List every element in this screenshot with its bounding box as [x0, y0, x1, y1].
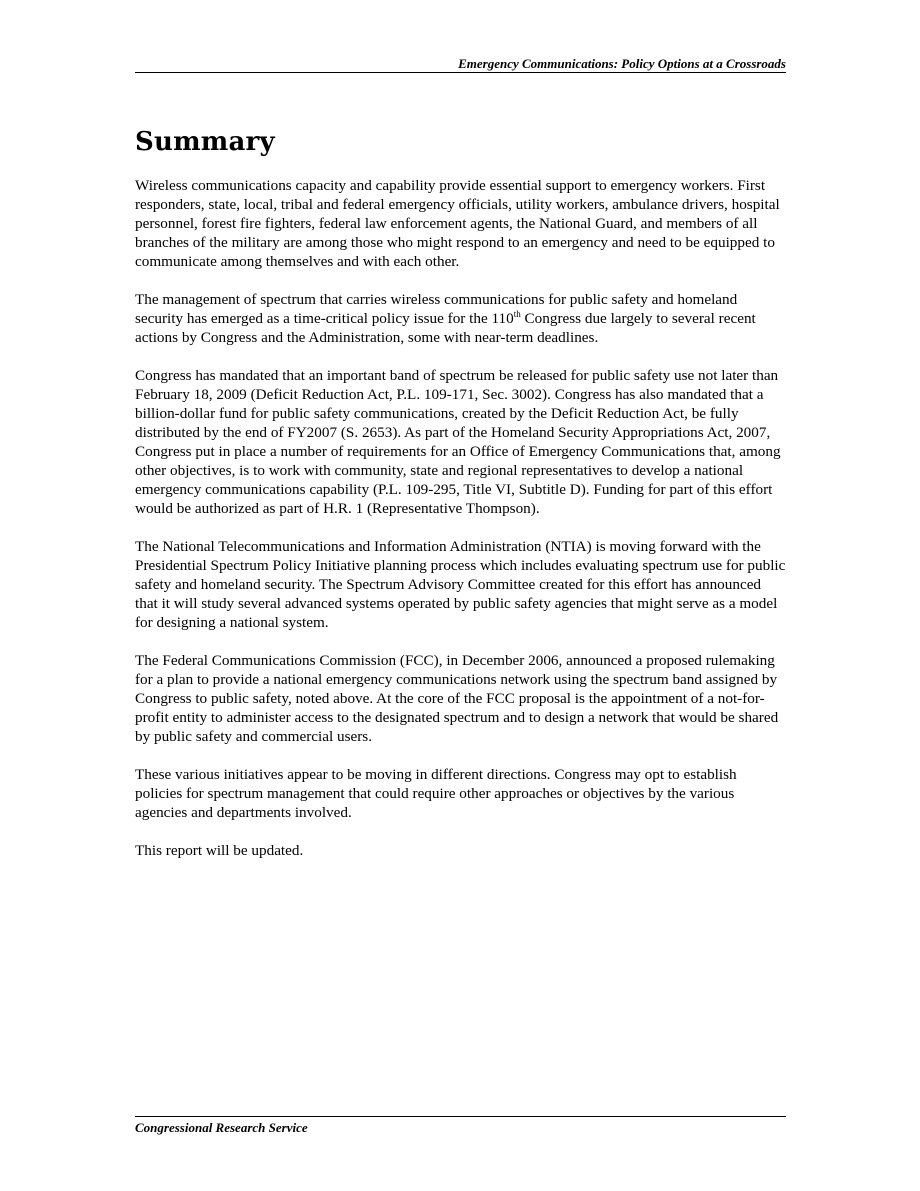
- summary-body: [135, 176, 787, 879]
- paragraph-update-note: This report will be updated.: [135, 842, 304, 859]
- paragraph-spectrum-management: [135, 290, 787, 347]
- paragraph-spectrum-management-text-before: The management of spectrum that carries wireless communications for public safety and homeland security has emerged as a time-critical policy issue for the 110: [135, 291, 738, 327]
- paragraph-spectrum-management-text-after: Congress due largely to several recent actions by Congress and the Administration, some with near-term deadlines.: [135, 310, 756, 346]
- running-footer-text: Congressional Research Service: [135, 1120, 308, 1135]
- running-header: [135, 56, 786, 73]
- section-heading: Summary: [135, 127, 275, 157]
- running-header-title: Emergency Communications: Policy Options at a Crossroads: [458, 56, 786, 71]
- paragraph-emergency-workers: Wireless communications capacity and capability provide essential support to emergency workers. First responders, state, local, tribal and federal emergency officials, utility workers, ambulance drivers, hospital personnel, forest fire fighters, federal law enforcement agents, the National Guard, and members of all branches of the military are among those who might respond to an emergency and need to be equipped to communicate among themselves and with each other.: [135, 177, 780, 270]
- paragraph-ntia: The National Telecommunications and Information Administration (NTIA) is moving forward with the Presidential Spectrum Policy Initiative planning process which includes evaluating spectrum use for public safety and homeland security. The Spectrum Advisory Committee created for this effort has announced that it will study several advanced systems operated by public safety agencies that might serve as a model for designing a national system.: [135, 538, 786, 631]
- paragraph-fcc: The Federal Communications Commission (FCC), in December 2006, announced a proposed rulemaking for a plan to provide a national emergency communications network using the spectrum band assigned by Congress to public safety, noted above. At the core of the FCC proposal is the appointment of a not-for-profit entity to administer access to the designated spectrum and to design a network that would be shared by public safety and commercial users.: [135, 652, 779, 745]
- paragraph-congressional-mandates: Congress has mandated that an important band of spectrum be released for public safety use not later than February 18, 2009 (Deficit Reduction Act, P.L. 109-171, Sec. 3002). Congress has also mandated that a billion-dollar fund for public safety communications, created by the Deficit Reduction Act, be fully distributed by the end of FY2007 (S. 2653). As part of the Homeland Security Appropriations Act, 2007, Congress put in place a number of requirements for an Office of Emergency Communications that, among other objectives, is to work with community, state and regional representatives to develop a national emergency communications capability (P.L. 109-295, Title VI, Subtitle D). Funding for part of this effort would be authorized as part of H.R. 1 (Representative Thompson).: [135, 367, 781, 517]
- running-footer: [135, 1116, 786, 1135]
- paragraph-initiatives: These various initiatives appear to be moving in different directions. Congress may opt to establish policies for spectrum management that could require other approaches or objectives by the various agencies and departments involved.: [135, 766, 737, 821]
- ordinal-superscript: th: [513, 308, 521, 319]
